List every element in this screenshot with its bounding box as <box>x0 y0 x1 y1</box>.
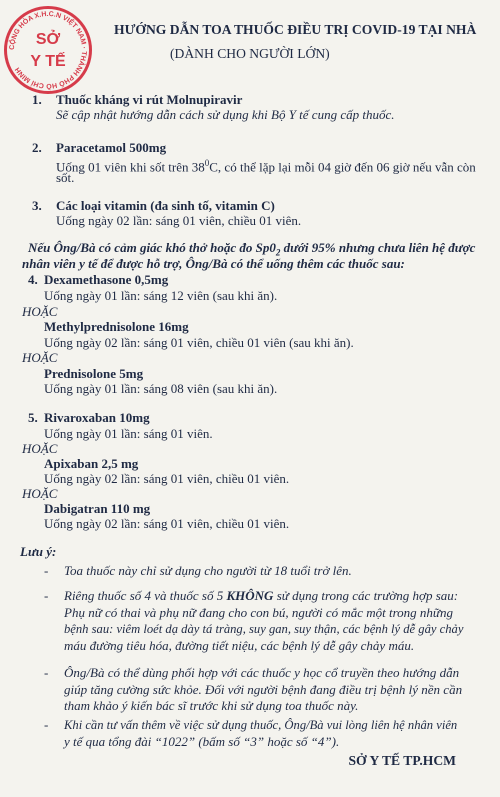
item-3-name: Các loại vitamin (đa sinh tố, vitamin C) <box>56 198 275 213</box>
note-1-dash: - <box>44 563 49 578</box>
spo2-subscript: 2 <box>275 247 281 258</box>
item-2-desc-b: C, có thể lặp lại mỗi 04 giờ đến 06 giờ nếu vẫn còn <box>209 159 476 175</box>
item-4a-desc: Uống ngày 01 lần: sáng 12 viên (sau khi ăn). <box>44 288 278 303</box>
item-5c-name: Dabigatran 110 mg <box>44 501 151 516</box>
warning-line-2: nhân viên y tế để được hỗ trợ, Ông/Bà có thể uống thêm các thuốc sau: <box>22 256 405 271</box>
note-3-line-3: tham khảo ý kiến bác sĩ trước khi sử dụng toa thuốc này. <box>64 698 359 713</box>
note-4-line-2: y tế qua tổng đài “1022” (bấm số “3” hoặc số “4”). <box>64 733 340 749</box>
item-5-number: 5. <box>28 410 38 425</box>
note-2 <box>64 588 494 654</box>
page-title: HƯỚNG DẪN TOA THUỐC ĐIỀU TRỊ COVID-19 TẠI NHÀ <box>114 22 477 37</box>
notes-heading: Lưu ý: <box>20 544 57 559</box>
note-3 <box>64 665 494 715</box>
official-stamp <box>4 6 92 94</box>
degree-superscript: 0 <box>204 158 210 168</box>
item-3-desc: Uống ngày 02 lần: sáng 01 viên, chiều 01 viên. <box>56 213 302 228</box>
note-2-dash: - <box>44 588 49 603</box>
note-2-b: sử dụng trong các trường hợp sau: <box>273 588 459 603</box>
item-3-number: 3. <box>32 198 42 213</box>
item-2-desc-a: Uống 01 viên khi sốt trên 38 <box>56 159 205 175</box>
or-label: HOẶC <box>22 350 58 365</box>
note-3-line-2: giúp tăng cường sức khỏe. Đối với người bệnh đang điều trị bệnh lý nền cần <box>64 681 463 697</box>
item-2-desc-2: sốt. <box>56 170 75 185</box>
stamp-ring-text: CỘNG HÒA X.H.C.N VIỆT NAM · THÀNH PHỐ HỒ CHÍ MINH <box>8 10 88 90</box>
note-2-a: Riêng thuốc số 4 và thuốc số 5 <box>64 588 227 603</box>
item-2-number: 2. <box>32 140 42 155</box>
item-5a-name: Rivaroxaban 10mg <box>44 410 150 425</box>
item-1-desc: Sẽ cập nhật hướng dẫn cách sử dụng khi Bộ Y tế cung cấp thuốc. <box>56 107 395 122</box>
note-1: Toa thuốc này chỉ sử dụng cho người từ 18 tuổi trở lên. <box>64 563 352 578</box>
item-4a-name: Dexamethasone 0,5mg <box>44 272 169 287</box>
note-4-dash: - <box>44 717 49 732</box>
item-4b-name: Methylprednisolone 16mg <box>44 319 189 334</box>
warning-line-1-b: dưới 95% nhưng chưa liên hệ được <box>280 240 476 255</box>
note-4 <box>64 717 494 750</box>
item-5c-desc: Uống ngày 02 lần: sáng 01 viên, chiều 01 viên. <box>44 516 290 531</box>
note-4-line-1: Khi cần tư vấn thêm về việc sử dụng thuốc, Ông/Bà vui lòng liên hệ nhân viên <box>64 718 458 732</box>
stamp-line-1: SỞ <box>35 31 61 48</box>
stamp-line-2: Y TẾ <box>30 53 66 70</box>
or-label: HOẶC <box>22 441 58 456</box>
note-3-line-1: Ông/Bà có thể dùng phối hợp với các thuốc y học cổ truyền theo hướng dẫn <box>64 665 460 680</box>
stamp-ring-icon <box>4 6 92 94</box>
item-4c-name: Prednisolone 5mg <box>44 366 144 381</box>
note-3-dash: - <box>44 665 49 680</box>
item-5b-desc: Uống ngày 02 lần: sáng 01 viên, chiều 01 viên. <box>44 471 290 486</box>
item-1-name: Thuốc kháng vi rút Molnupiravir <box>56 92 243 107</box>
item-2-desc <box>56 155 476 175</box>
item-5a-desc: Uống ngày 01 lần: sáng 01 viên. <box>44 426 213 441</box>
item-1-number: 1. <box>32 92 42 107</box>
item-5b-name: Apixaban 2,5 mg <box>44 456 139 471</box>
svg-text:CỘNG HÒA X.H.C.N VIỆT NAM · TH <box>7 11 87 92</box>
or-label: HOẶC <box>22 486 58 501</box>
item-4c-desc: Uống ngày 01 lần: sáng 08 viên (sau khi ăn). <box>44 381 278 396</box>
item-2-name: Paracetamol 500mg <box>56 140 167 155</box>
warning-line-1-a: Nếu Ông/Bà có cảm giác khó thở hoặc đo Sp0 <box>28 240 276 255</box>
note-2-line-4: máu đường tiêu hóa, đường tiết niệu, các bệnh lý dễ gây chảy máu. <box>64 637 415 653</box>
item-4-number: 4. <box>28 272 38 287</box>
note-2-line-3: bệnh sau: viêm loét dạ dày tá tràng, suy gan, suy thận, các bệnh lý dễ gây chảy <box>64 622 464 636</box>
note-2-emphasis: KHÔNG <box>226 588 274 603</box>
item-4b-desc: Uống ngày 02 lần: sáng 01 viên, chiều 01 viên (sau khi ăn). <box>44 335 354 350</box>
note-2-line-2: Phụ nữ có thai và phụ nữ đang cho con bú, người có mắc một trong những <box>64 604 454 620</box>
page-subtitle: (DÀNH CHO NGƯỜI LỚN) <box>170 46 330 61</box>
issuer-signature: SỞ Y TẾ TP.HCM <box>348 753 456 768</box>
or-label: HOẶC <box>22 304 58 319</box>
